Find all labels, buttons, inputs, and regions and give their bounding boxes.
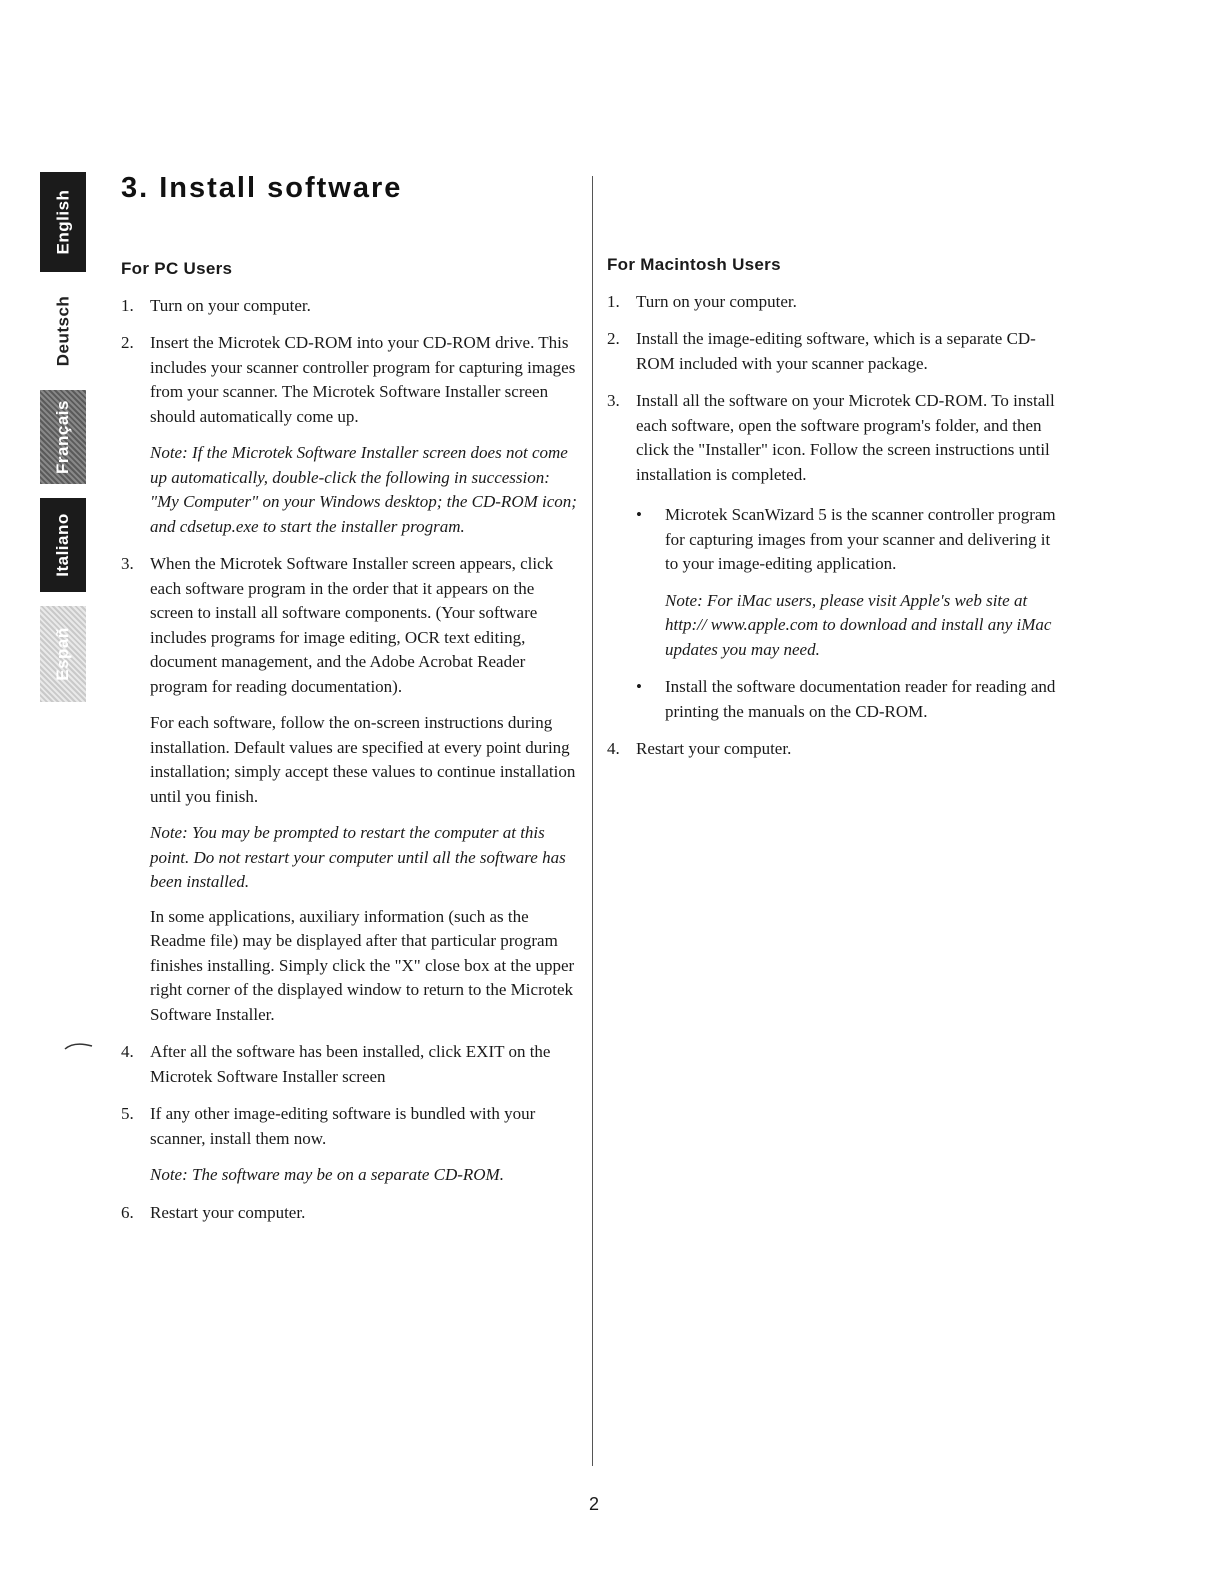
step-text: Turn on your computer. — [636, 291, 797, 311]
mac-step-2 — [607, 327, 1067, 376]
step-number: 4. — [607, 739, 620, 758]
step-text: Restart your computer. — [636, 739, 792, 758]
mac-heading: For Macintosh Users — [607, 255, 781, 274]
step-note: Note: You may be prompted to restart the computer at this point. Do not restart your computer until all the software has been installed. — [150, 823, 566, 891]
step-number: 3. — [607, 391, 620, 410]
pc-step-1 — [121, 294, 581, 319]
mac-step-1 — [607, 290, 1067, 315]
step-text: Install all the software on your Microtek CD-ROM. To install each software, open the software program's folder, and then click the "Installer" icon. Follow the screen instructions until installation is completed. — [636, 391, 1055, 484]
bullet-item — [636, 675, 1067, 724]
tab-italiano[interactable] — [40, 498, 86, 592]
bullet-icon: • — [636, 505, 642, 524]
step-text: When the Microtek Software Installer screen appears, click each software program in the order that it appears on the screen to install all software components. (Your software includes programs for image editing, OCR text editing, document management, and the Adobe Acrobat Reader program for reading documentation). — [150, 554, 554, 696]
step-number: 1. — [607, 291, 620, 311]
bullet-text: Install the software documentation reader for reading and printing the manuals on the CD-ROM. — [665, 677, 1056, 721]
bullet-item — [636, 503, 1067, 662]
step-number: 6. — [121, 1202, 134, 1222]
tab-english-label: English — [53, 189, 72, 255]
tab-english[interactable] — [40, 172, 86, 272]
step-number: 3. — [121, 554, 134, 573]
margin-mark-icon — [64, 1040, 94, 1050]
step-note: Note: The software may be on a separate CD-ROM. — [150, 1165, 504, 1184]
tab-deutsch-label: Deutsch — [53, 295, 73, 367]
tab-deutsch[interactable] — [40, 286, 86, 376]
step-text: Restart your computer. — [150, 1202, 306, 1222]
step-paragraph: In some applications, auxiliary information (such as the Readme file) may be displayed after that particular program finishes installing. Simply click the "X" close box at the upper right corner of the displayed window to return to the Microtek Software Installer. — [150, 906, 575, 1024]
mac-section — [607, 253, 1067, 775]
step-number: 2. — [121, 333, 134, 352]
tab-espanol-label: Españ — [53, 627, 72, 681]
step-text: If any other image-editing software is bundled with your scanner, install them now. — [150, 1104, 536, 1148]
bullet-list — [636, 503, 1067, 724]
bullet-icon: • — [636, 677, 642, 696]
step-text: Turn on your computer. — [150, 295, 311, 315]
bullet-note: Note: For iMac users, please visit Apple's web site at http:// www.apple.com to download and install any iMac updates you may need. — [665, 590, 1052, 659]
pc-step-2 — [121, 331, 581, 539]
step-paragraph: For each software, follow the on-screen instructions during installation. Default values are specified at every point during installation; simply accept these values to continue installation until you finish. — [150, 713, 576, 806]
pc-step-5 — [121, 1102, 581, 1188]
step-text: Insert the Microtek CD-ROM into your CD-ROM drive. This includes your scanner controller program for capturing images from your scanner. The Microtek Software Installer screen should automatically come up. — [150, 333, 576, 426]
tab-francais[interactable] — [40, 390, 86, 484]
pc-section — [121, 257, 581, 1238]
mac-step-3 — [607, 389, 1067, 724]
step-number: 2. — [607, 329, 620, 348]
step-note: Note: If the Microtek Software Installer screen does not come up automatically, double-click the following in succession: "My Computer" on your Windows desktop; the CD-ROM icon; and cdsetup.exe to start the installer program. — [150, 443, 577, 536]
pc-step-4 — [121, 1040, 581, 1089]
page-title: 3. Install software — [121, 172, 403, 204]
language-tabs — [40, 172, 86, 716]
pc-step-6 — [121, 1201, 581, 1226]
tab-francais-label: Français — [53, 400, 72, 474]
column-divider — [592, 176, 593, 1466]
step-text: After all the software has been installed, click EXIT on the Microtek Software Installer screen — [150, 1042, 551, 1086]
page-number: 2 — [589, 1494, 600, 1514]
step-number: 4. — [121, 1042, 134, 1061]
pc-heading: For PC Users — [121, 259, 233, 278]
tab-italiano-label: Italiano — [53, 513, 73, 577]
tab-espanol[interactable] — [40, 606, 86, 702]
mac-step-4 — [607, 737, 1067, 762]
step-text: Install the image-editing software, which is a separate CD-ROM included with your scanner package. — [636, 329, 1036, 373]
step-number: 5. — [121, 1104, 134, 1123]
step-number: 1. — [121, 295, 134, 315]
pc-step-3 — [121, 552, 581, 1027]
bullet-text: Microtek ScanWizard 5 is the scanner controller program for capturing images from your scanner and delivering it to your image-editing application. — [665, 505, 1056, 573]
